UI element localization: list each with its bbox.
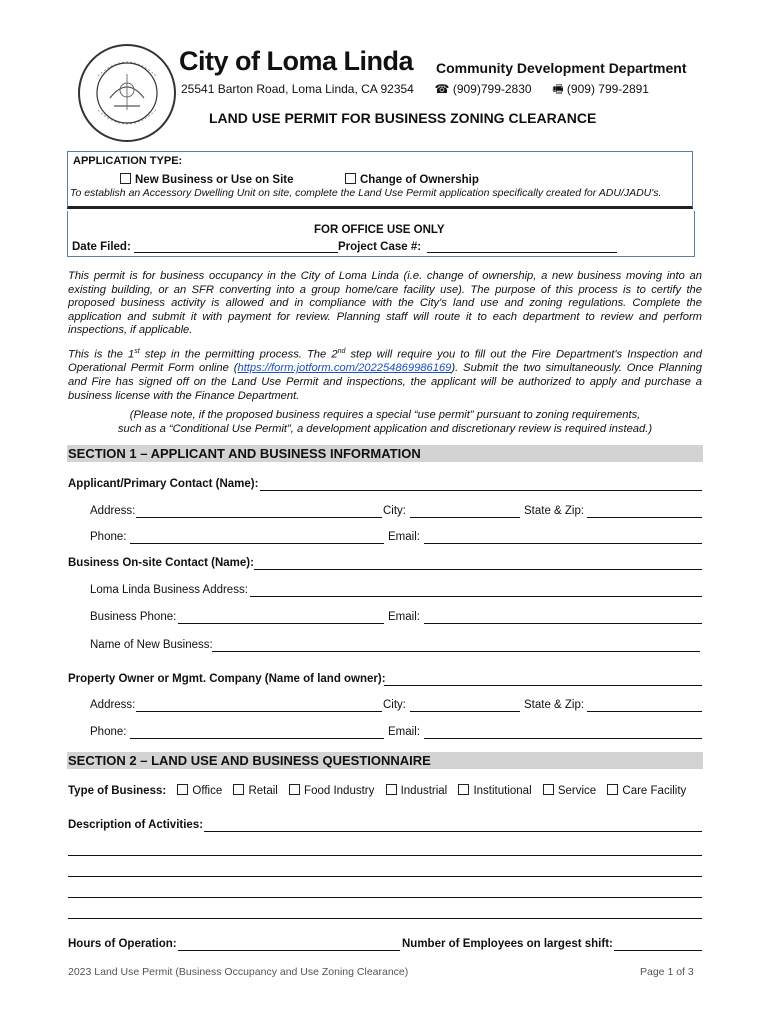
applicant-state-zip-label: State & Zip: xyxy=(524,505,585,517)
applicant-contact-label: Applicant/Primary Contact (Name): xyxy=(68,478,259,490)
business-type-label: Type of Business: xyxy=(68,785,167,797)
option-change-ownership-label: Change of Ownership xyxy=(360,174,479,186)
applicant-phone-label: Phone: xyxy=(90,531,127,543)
checkbox-retail[interactable] xyxy=(233,784,244,795)
date-filed-label: Date Filed: xyxy=(72,241,131,253)
office-use-fields xyxy=(72,241,617,253)
fire-form-link[interactable]: https://form.jotform.com/202254869986169 xyxy=(237,362,452,375)
description-line-5[interactable] xyxy=(68,918,702,919)
business-email-field[interactable] xyxy=(424,611,702,624)
description-line-4[interactable] xyxy=(68,897,702,898)
document-title: LAND USE PERMIT FOR BUSINESS ZONING CLEARANCE xyxy=(209,110,597,126)
new-business-name-field[interactable] xyxy=(212,639,700,652)
owner-phone-label: Phone: xyxy=(90,726,127,738)
description-row xyxy=(68,819,702,833)
checkbox-food-industry[interactable] xyxy=(289,784,300,795)
applicant-state-zip-field[interactable] xyxy=(587,505,702,518)
phone-icon: ☎ xyxy=(434,82,450,96)
checkbox-new-business[interactable] xyxy=(120,173,131,184)
owner-phone-row xyxy=(90,726,702,740)
description-label: Description of Activities: xyxy=(68,819,204,831)
type-industrial[interactable]: Industrial xyxy=(386,784,448,797)
type-care-facility[interactable]: Care Facility xyxy=(607,784,686,797)
checkbox-industrial[interactable] xyxy=(386,784,397,795)
checkbox-office[interactable] xyxy=(177,784,188,795)
owner-address-row xyxy=(90,699,702,713)
applicant-address-field[interactable] xyxy=(136,505,382,518)
applicant-phone-field[interactable] xyxy=(130,531,384,544)
hours-employees-row xyxy=(68,938,702,952)
owner-state-zip-label: State & Zip: xyxy=(524,699,585,711)
footer-document-name: 2023 Land Use Permit (Business Occupancy and Use Zoning Clearance) xyxy=(68,966,409,978)
business-contact-row xyxy=(68,557,702,571)
business-contact-field[interactable] xyxy=(254,557,702,570)
property-owner-row xyxy=(68,673,702,687)
type-office[interactable]: Office xyxy=(177,784,222,797)
applicant-address-row xyxy=(90,505,702,519)
project-case-field[interactable] xyxy=(427,241,617,253)
option-new-business-label: New Business or Use on Site xyxy=(135,174,294,186)
hours-field[interactable] xyxy=(178,938,400,951)
option-new-business[interactable] xyxy=(120,173,294,186)
description-line-3[interactable] xyxy=(68,876,702,877)
fax-text: (909) 799-2891 xyxy=(566,82,649,96)
owner-state-zip-field[interactable] xyxy=(587,699,702,712)
property-owner-label: Property Owner or Mgmt. Company (Name of land owner): xyxy=(68,673,386,685)
application-type-label: APPLICATION TYPE: xyxy=(73,155,183,167)
checkbox-change-ownership[interactable] xyxy=(345,173,356,184)
type-retail[interactable]: Retail xyxy=(233,784,277,797)
owner-address-label: Address: xyxy=(90,699,136,711)
description-line-2[interactable] xyxy=(68,855,702,856)
hours-label: Hours of Operation: xyxy=(68,938,177,950)
phone-text: (909)799-2830 xyxy=(452,82,532,96)
applicant-phone-row xyxy=(90,531,702,545)
business-address-label: Loma Linda Business Address: xyxy=(90,584,248,596)
section-2-heading: SECTION 2 – LAND USE AND BUSINESS QUESTIONNAIRE xyxy=(67,752,703,769)
business-email-label: Email: xyxy=(388,611,420,623)
option-change-ownership[interactable] xyxy=(345,173,479,186)
department-name: Community Development Department xyxy=(436,60,687,76)
date-filed-field[interactable] xyxy=(134,241,338,253)
applicant-contact-row xyxy=(68,478,702,492)
type-service[interactable]: Service xyxy=(543,784,596,797)
checkbox-service[interactable] xyxy=(543,784,554,795)
business-phone-row xyxy=(90,611,702,625)
checkbox-care-facility[interactable] xyxy=(607,784,618,795)
applicant-contact-field[interactable] xyxy=(260,478,702,491)
new-business-name-row xyxy=(90,639,702,653)
business-phone-field[interactable] xyxy=(178,611,384,624)
adu-note: To establish an Accessory Dwelling Unit on site, complete the Land Use Permit application specifically created for ADU/JADU's. xyxy=(70,187,662,199)
new-business-name-label: Name of New Business: xyxy=(90,639,213,651)
intro-paragraph: This permit is for business occupancy in the City of Loma Linda (i.e. change of ownership, a new business moving into an existing building, or an SFR converting into a group home/care facility use). The purpose of this process is to certify the proposed business activity is allowed and in compliance with the City's land use and zoning regulations. Complete the application and submit it with payment for review. Planning staff will route it to each department to review and perform inspections, if applicable. xyxy=(68,270,702,337)
business-address-row xyxy=(90,584,702,598)
fax-icon: 🖷 xyxy=(552,82,564,96)
applicant-city-label: City: xyxy=(383,505,406,517)
checkbox-institutional[interactable] xyxy=(458,784,469,795)
applicant-email-field[interactable] xyxy=(424,531,702,544)
footer-page-number: Page 1 of 3 xyxy=(640,966,694,978)
owner-address-field[interactable] xyxy=(136,699,382,712)
property-owner-field[interactable] xyxy=(384,673,702,686)
section-1-heading: SECTION 1 – APPLICANT AND BUSINESS INFORMATION xyxy=(67,445,703,462)
office-use-title: FOR OFFICE USE ONLY xyxy=(314,224,445,236)
owner-email-field[interactable] xyxy=(424,726,702,739)
applicant-city-field[interactable] xyxy=(410,505,520,518)
employees-label: Number of Employees on largest shift: xyxy=(402,938,613,950)
steps-paragraph: This is the 1st step in the permitting process. The 2nd step will require you to fill out the Fire Department's Inspection and Operational Permit Form online (https://form.jotform.com/202254869986169). Submit the two simultaneously. Once Planning and Fire has signed off on the Land Use Permit and inspections, the applicant will be authorized to apply and purchase a business license with the Finance Department. xyxy=(68,348,702,402)
business-type-row xyxy=(68,784,694,797)
business-phone-label: Business Phone: xyxy=(90,611,177,623)
applicant-email-label: Email: xyxy=(388,531,420,543)
city-title: City of Loma Linda xyxy=(179,46,413,76)
city-seal xyxy=(78,44,176,142)
type-institutional[interactable]: Institutional xyxy=(458,784,531,797)
applicant-address-label: Address: xyxy=(90,505,136,517)
description-field[interactable] xyxy=(204,819,702,832)
owner-city-field[interactable] xyxy=(410,699,520,712)
business-address-field[interactable] xyxy=(250,584,702,597)
owner-phone-field[interactable] xyxy=(130,726,384,739)
employees-field[interactable] xyxy=(614,938,702,951)
owner-email-label: Email: xyxy=(388,726,420,738)
project-case-label: Project Case #: xyxy=(338,241,422,253)
owner-city-label: City: xyxy=(383,699,406,711)
contact-line xyxy=(181,80,649,101)
use-permit-note: (Please note, if the proposed business requires a special “use permit” pursuant to zoning requirements, such as a “Conditional Use Permit”, a development application and discretionary review is required instead.) xyxy=(117,409,653,435)
address-text: 25541 Barton Road, Loma Linda, CA 92354 xyxy=(181,82,414,96)
type-food-industry[interactable]: Food Industry xyxy=(289,784,374,797)
business-contact-label: Business On-site Contact (Name): xyxy=(68,557,254,569)
